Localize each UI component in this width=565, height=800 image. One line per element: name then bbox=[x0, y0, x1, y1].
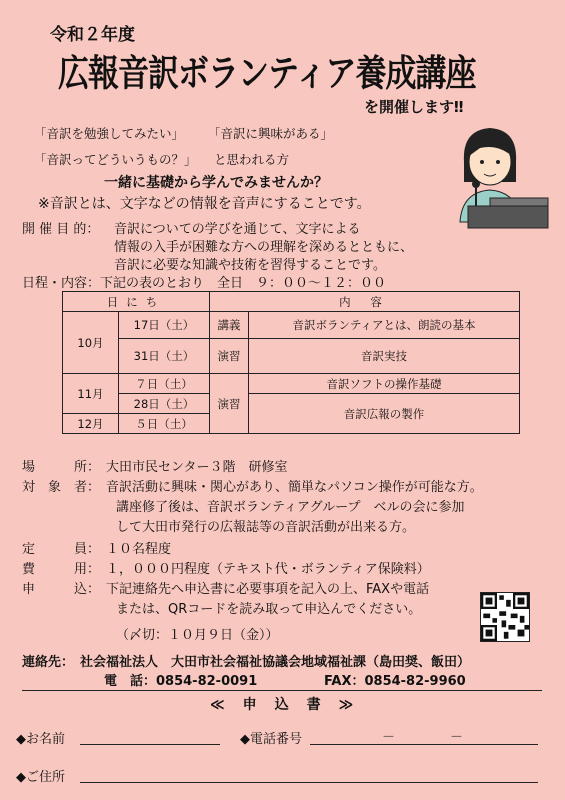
contact-fax: FAX：0854-82-9960 bbox=[324, 674, 466, 689]
day-cell: ７日（土） bbox=[119, 374, 210, 394]
type-cell: 演習 bbox=[210, 339, 249, 374]
header-content: 内 容 bbox=[210, 292, 520, 312]
divider bbox=[22, 690, 542, 691]
quote-3-suffix: と思われる方 bbox=[214, 152, 290, 167]
content-cell: 音訳実技 bbox=[249, 339, 520, 374]
table-row bbox=[63, 374, 520, 394]
type-cell: 講義 bbox=[210, 312, 249, 339]
target-line-2: 講座修了後は、音訳ボランティアグループ ベルの会に参加 bbox=[116, 500, 465, 515]
capacity-value: １０名程度 bbox=[106, 542, 172, 557]
month-cell: 12月 bbox=[63, 414, 119, 434]
form-heading: ≪ 申 込 書 ≫ bbox=[210, 697, 356, 713]
contact-org: 社会福祉法人 大田市社会福祉協議会地域福祉課（島田奨、飯田） bbox=[80, 655, 471, 670]
name-field[interactable] bbox=[80, 744, 220, 745]
phone-dash-1: － bbox=[382, 730, 396, 745]
apply-line-1: 下記連絡先へ申込書に必要事項を記入の上、FAXや電話 bbox=[106, 582, 430, 597]
qr-code-icon bbox=[481, 593, 529, 641]
month-cell: 10月 bbox=[63, 312, 119, 374]
content-cell: 音訳ソフトの操作基礎 bbox=[249, 374, 520, 394]
phone-field[interactable] bbox=[310, 744, 538, 745]
announcer-illustration bbox=[450, 122, 550, 237]
table-row bbox=[63, 394, 520, 414]
day-cell: 28日（土） bbox=[119, 394, 210, 414]
apply-line-2: または、QRコードを読み取って申込んでください。 bbox=[116, 602, 422, 617]
place-value: 大田市民センター３階 研修室 bbox=[106, 460, 288, 475]
header-date: 日にち bbox=[63, 292, 210, 312]
schedule-table bbox=[62, 291, 520, 434]
cost-value: １，０００円程度（テキスト代・ボランティア保険料） bbox=[106, 562, 430, 577]
day-cell: 17日（土） bbox=[119, 312, 210, 339]
address-label: ◆ご住所 bbox=[16, 770, 65, 785]
content-cell: 音訳ボランティアとは、朗読の基本 bbox=[249, 312, 520, 339]
quote-1: 「音訳を勉強してみたい」 bbox=[34, 126, 185, 141]
phone-dash-2: － bbox=[450, 730, 464, 745]
invite-text: 一緒に基礎から学んでみませんか？ bbox=[104, 175, 328, 191]
page-title: 広報音訳ボランティア養成講座 bbox=[58, 52, 476, 95]
deadline: （〆切：１０月９日（金）） bbox=[116, 628, 279, 643]
phone-label: ◆電話番号 bbox=[240, 732, 302, 747]
quote-3: 「音訳ってどういうもの？」 bbox=[34, 152, 197, 167]
target-line-3: して大田市発行の広報誌等の音訳活動が出来る方。 bbox=[116, 520, 416, 535]
qr-code[interactable] bbox=[480, 592, 530, 642]
apply-label: 申 込： bbox=[22, 582, 101, 597]
definition-note: ※音訳とは、文字などの情報を音声にすることです。 bbox=[38, 196, 371, 212]
content-cell: 音訳広報の製作 bbox=[249, 394, 520, 434]
purpose-line-3: 音訳に必要な知識や技術を習得することです。 bbox=[114, 258, 386, 273]
month-cell: 11月 bbox=[63, 374, 119, 414]
address-field[interactable] bbox=[80, 782, 538, 783]
type-cell: 演習 bbox=[210, 374, 249, 434]
name-label: ◆お名前 bbox=[16, 732, 65, 747]
capacity-label: 定 員： bbox=[22, 542, 101, 557]
place-label: 場 所： bbox=[22, 460, 101, 475]
purpose-line-1: 音訳についての学びを通じて、文字による bbox=[114, 222, 361, 237]
fiscal-year: 令和２年度 bbox=[50, 25, 135, 45]
quote-2: 「音訳に興味がある」 bbox=[208, 126, 334, 141]
schedule-line: 日程・内容：下記の表のとおり 全日 ９：００～１２：００ bbox=[22, 276, 387, 291]
target-line-1: 音訳活動に興味・関心があり、簡単なパソコン操作が可能な方。 bbox=[106, 480, 483, 495]
subtitle: を開催します‼ bbox=[364, 98, 464, 116]
cost-label: 費 用： bbox=[22, 562, 101, 577]
purpose-label: 開 催 目 的： bbox=[22, 222, 100, 237]
contact-tel: 電 話：0854-82-0091 bbox=[104, 674, 258, 689]
target-label: 対 象 者： bbox=[22, 480, 101, 495]
table-row bbox=[63, 339, 520, 374]
table-header-row bbox=[63, 292, 520, 312]
contact-label: 連絡先： bbox=[22, 655, 75, 670]
purpose-line-2: 情報の入手が困難な方への理解を深めるとともに、 bbox=[114, 240, 414, 255]
day-cell: ５日（土） bbox=[119, 414, 210, 434]
day-cell: 31日（土） bbox=[119, 339, 210, 374]
table-row bbox=[63, 312, 520, 339]
